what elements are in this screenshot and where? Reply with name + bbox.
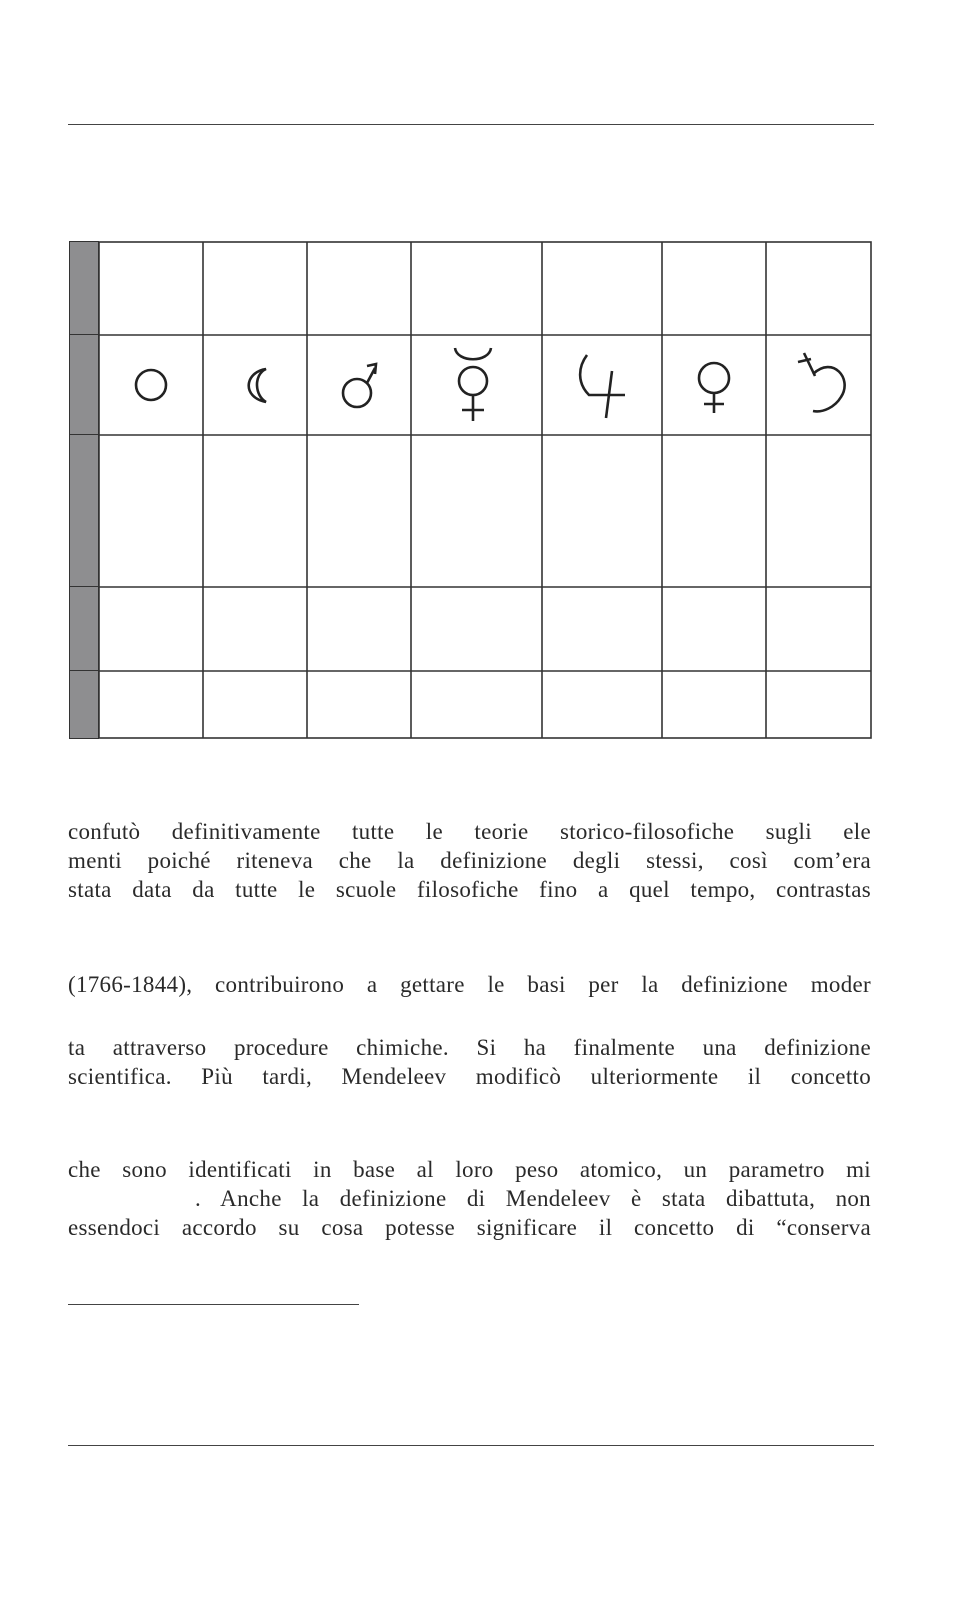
sun-symbol-icon [136,370,166,400]
text-line: scientifica. Più tardi, Mendeleev modificò ulteriormente il concetto [68,1064,871,1089]
text-line: essendoci accordo su cosa potesse significare il concetto di “conserva [68,1215,871,1240]
text-line: che sono identificati in base al loro peso atomico, un parametro mi [68,1157,871,1182]
footer-rule [68,1445,874,1446]
paragraph [68,970,871,999]
text-line: (1766-1844), contribuirono a gettare le basi per la definizione moder [68,972,871,997]
mars-symbol-icon [343,364,376,407]
venus-symbol-icon [699,363,729,413]
paragraph [68,817,871,904]
text-line: ta attraverso procedure chimiche. Si ha finalmente una definizione [68,1035,871,1060]
text-line: menti poiché riteneva che la definizione degli stessi, così com’era [68,848,871,873]
text-line: confutò definitivamente tutte le teorie storico-filosofiche sugli ele [68,819,871,844]
paragraph [68,1033,871,1091]
header-rule [68,124,874,125]
saturn-symbol-icon [798,353,845,411]
table-grid [69,241,872,739]
text-line: . Anche la definizione di Mendeleev è stata dibattuta, non [195,1186,871,1211]
footnote-rule [68,1304,359,1305]
mercury-symbol-icon [455,348,491,421]
alchemical-symbols-table [69,241,872,739]
jupiter-symbol-icon [580,355,625,418]
paragraph [68,1155,871,1242]
moon-symbol-icon [249,369,266,402]
text-line: stata data da tutte le scuole filosofiche fino a quel tempo, contrastas [68,877,871,902]
